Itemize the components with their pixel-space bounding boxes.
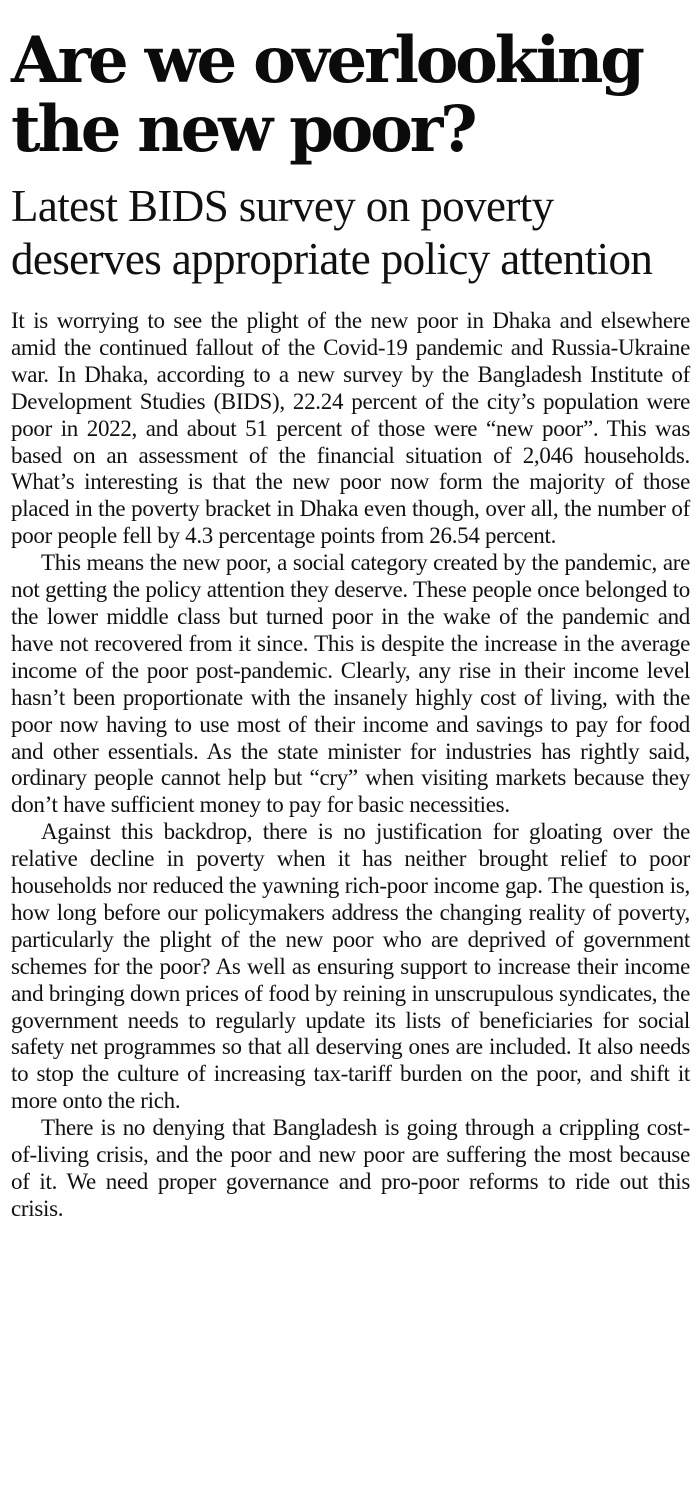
body-paragraph: This means the new poor, a social category created by the pandemic, are not getting the policy attention they deserve. These people once belonged to the lower middle class but turned poor in the wake of the pandemic and have not recovered from it since. This is despite the increase in the average income of the poor post-pandemic. Clearly, any rise in their income level hasn’t been proportionate with the insanely highly cost of living, with the poor now having to use most of their income and savings to pay for food and other essentials. As the state minister for industries has rightly said, ordinary people cannot help but “cry” when visiting markets because they don’t have sufficient money to pay for basic necessities. [11, 550, 690, 818]
subheadline: Latest BIDS survey on poverty deserves appropriate policy attention [11, 181, 653, 284]
editorial-page [11, 0, 690, 1223]
body-paragraph: Against this backdrop, there is no justification for gloating over the relative decline in poverty when it has neither brought relief to poor households nor reduced the yawning rich-poor income gap. The question is, how long before our policymakers address the changing reality of poverty, particularly the plight of the new poor who are deprived of government schemes for the poor? As well as ensuring support to increase their income and bringing down prices of food by reining in unscrupulous syndicates, the government needs to regularly update its lists of beneficiaries for social safety net programmes so that all deserving ones are included. It also needs to stop the culture of increasing tax-tariff burden on the poor, and shift it more onto the rich. [11, 819, 690, 1114]
body-paragraph: It is worrying to see the plight of the new poor in Dhaka and elsewhere amid the continued fallout of the Covid-19 pandemic and Russia-Ukraine war. In Dhaka, according to a new survey by the Bangladesh Institute of Development Studies (BIDS), 22.24 percent of the city’s population were poor in 2022, and about 51 percent of those were “new poor”. This was based on an assessment of the financial situation of 2,046 households. What’s interesting is that the new poor now form the majority of those placed in the poverty bracket in Dhaka even though, over all, the number of poor people fell by 4.3 percentage points from 26.54 percent. [11, 308, 690, 549]
headline: Are we overlooking the new poor? [11, 23, 642, 167]
body-paragraph: There is no denying that Bangladesh is going through a crippling cost-of-living crisis, and the poor and new poor are suffering the most because of it. We need proper governance and pro-poor reforms to ride out this crisis. [11, 1115, 690, 1221]
article-body [11, 308, 690, 1223]
